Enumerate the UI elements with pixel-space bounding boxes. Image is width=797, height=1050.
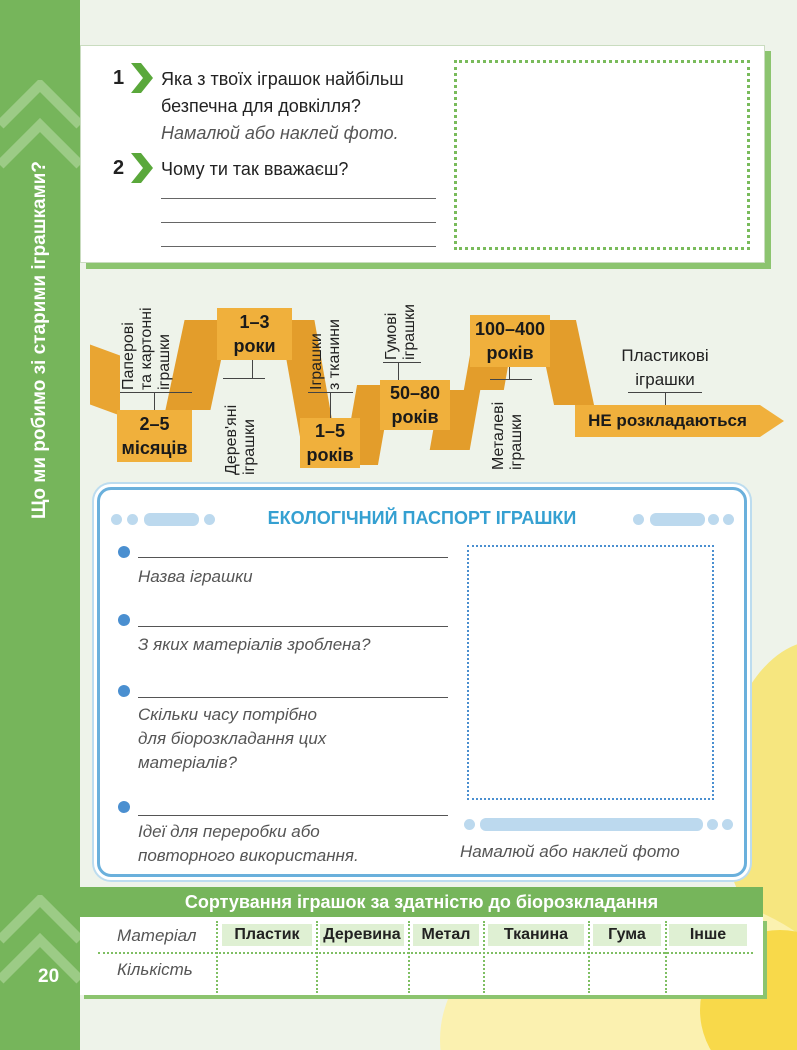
column-metal: Метал xyxy=(413,924,479,946)
rubber-time-unit: років xyxy=(391,407,439,427)
recycling-ideas-input-line[interactable] xyxy=(138,815,448,816)
metal-time-unit: років xyxy=(486,343,534,363)
metal-time-value: 100–400 xyxy=(474,319,546,339)
question-1-line-1: Яка з твоїх іграшок найбільш xyxy=(161,69,404,89)
question-2: Чому ти так вважаєш? xyxy=(161,159,349,179)
metal-time-block xyxy=(470,315,550,367)
column-wood: Деревина xyxy=(320,924,404,946)
quantity-row-label: Кількість xyxy=(117,960,193,979)
photo-caption: Намалюй або наклей фото xyxy=(460,842,680,861)
column-other: Інше xyxy=(669,924,747,946)
wood-time-value: 1–3 xyxy=(239,312,270,332)
quantity-rubber-cell[interactable] xyxy=(592,956,661,990)
wooden-toys-label: Дерев'яні іграшки xyxy=(223,404,258,475)
quantity-plastic-cell[interactable] xyxy=(220,956,312,990)
toy-name-label: Назва іграшки xyxy=(138,567,253,586)
fabric-toys-label: Іграшки з тканини xyxy=(308,319,343,390)
fabric-time-unit: років xyxy=(306,445,354,465)
paper-toys-label: Паперові та картонні іграшки xyxy=(120,307,173,390)
recycling-ideas-label: Ідеї для переробки або повторного використання. xyxy=(138,822,359,865)
material-row-label: Матеріал xyxy=(117,926,197,945)
column-fabric: Тканина xyxy=(488,924,584,946)
chevron-right-icon xyxy=(129,63,153,93)
question-1 xyxy=(161,66,404,147)
arrow-right-icon xyxy=(760,405,784,437)
answer-line[interactable] xyxy=(161,246,436,247)
rubber-toys-label: Гумові іграшки xyxy=(383,304,418,360)
drawing-area[interactable] xyxy=(454,60,750,250)
paper-time-block xyxy=(117,410,192,462)
materials-label: З яких матеріалів зроблена? xyxy=(138,635,371,654)
answer-line[interactable] xyxy=(161,222,436,223)
metal-toys-label: Металеві іграшки xyxy=(490,401,525,470)
fabric-time-block xyxy=(300,418,360,468)
column-rubber: Гума xyxy=(593,924,661,946)
page-number: 20 xyxy=(38,966,60,987)
paper-time-unit: місяців xyxy=(121,438,188,458)
question-1-line-2: безпечна для довкілля? xyxy=(161,96,361,116)
column-plastic: Пластик xyxy=(222,924,312,946)
rubber-time-value: 50–80 xyxy=(389,383,441,403)
chevron-right-icon xyxy=(129,153,153,183)
decomposition-time-label: Скільки часу потрібно для біорозкладання цих матеріалів? xyxy=(138,705,327,772)
section-vertical-title: Що ми робимо зі старими іграшками? xyxy=(29,161,50,519)
fabric-time-value: 1–5 xyxy=(314,421,346,441)
question-1-number: 1 xyxy=(113,67,125,89)
quantity-fabric-cell[interactable] xyxy=(487,956,584,990)
sorting-table-title: Сортування іграшок за здатністю до біорозкладання xyxy=(80,887,763,917)
sorting-table xyxy=(80,917,763,995)
rubber-time-block xyxy=(380,380,450,430)
quantity-metal-cell[interactable] xyxy=(412,956,479,990)
wood-time-block xyxy=(217,308,292,360)
wood-time-unit: роки xyxy=(233,336,276,356)
materials-input-line[interactable] xyxy=(138,626,448,627)
chevron-decoration-bottom-icon xyxy=(0,895,80,1025)
passport-title: ЕКОЛОГІЧНИЙ ПАСПОРТ ІГРАШКИ xyxy=(267,508,577,528)
decomposition-timeline xyxy=(80,280,797,475)
decomposition-time-input-line[interactable] xyxy=(138,697,448,698)
paper-time-value: 2–5 xyxy=(139,414,170,434)
plastic-toys-label: Пластикові іграшки xyxy=(621,346,709,389)
quantity-wood-cell[interactable] xyxy=(320,956,404,990)
task-card xyxy=(80,45,765,263)
eco-passport-card xyxy=(97,487,747,877)
quantity-other-cell[interactable] xyxy=(669,956,749,990)
plastic-time-block xyxy=(575,405,760,437)
plastic-time-value: НЕ розкладаються xyxy=(588,411,747,430)
sidebar-strip xyxy=(0,0,80,1050)
toy-name-input-line[interactable] xyxy=(138,557,448,558)
photo-drawing-area[interactable] xyxy=(467,545,714,800)
question-2-number: 2 xyxy=(113,157,125,179)
question-1-hint: Намалюй або наклей фото. xyxy=(161,123,399,143)
answer-line[interactable] xyxy=(161,198,436,199)
